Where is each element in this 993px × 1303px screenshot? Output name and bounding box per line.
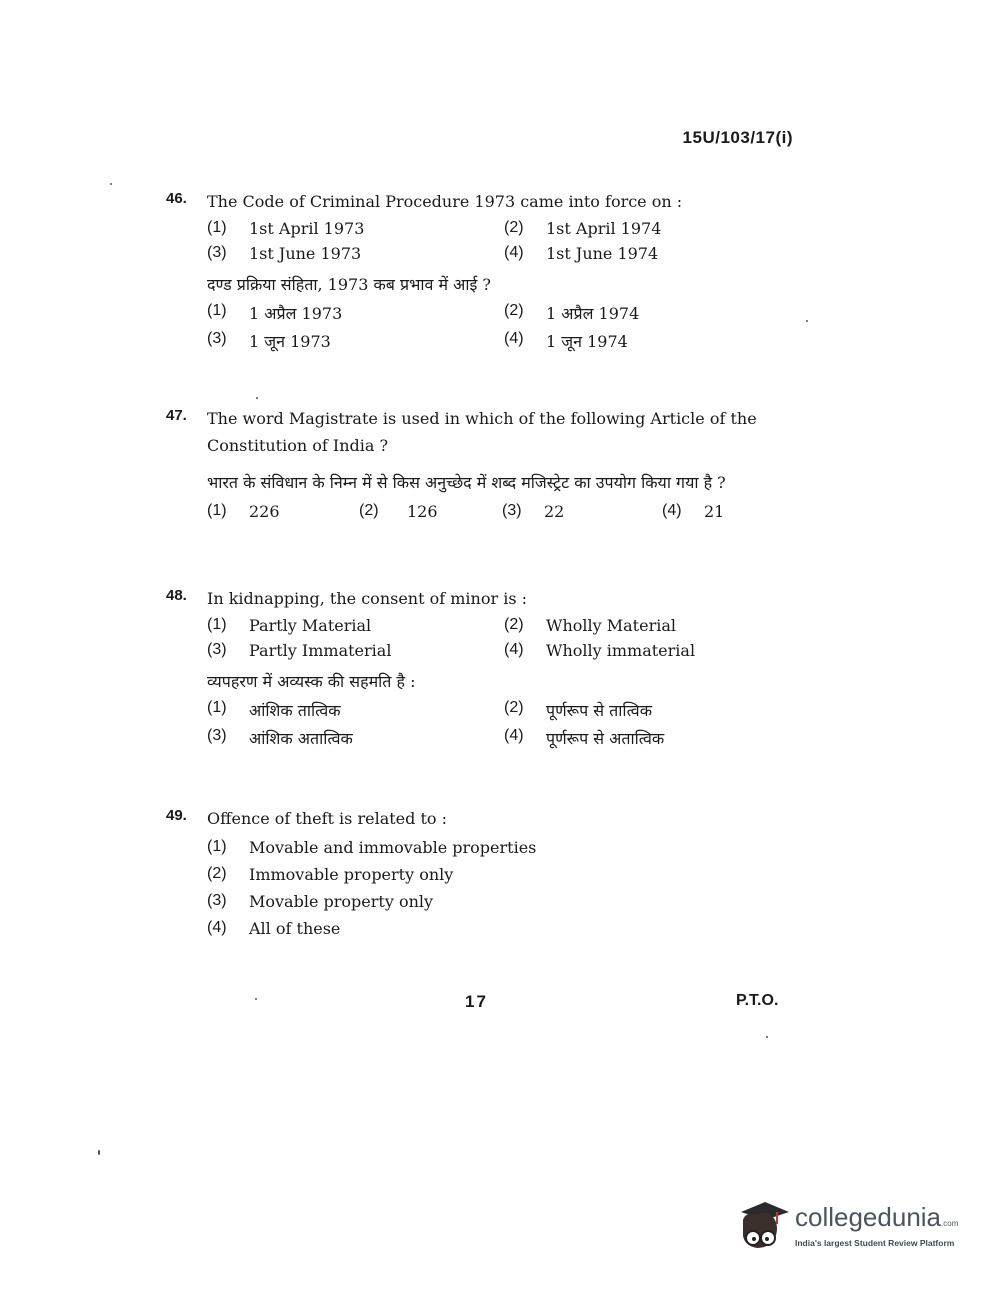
option-text: Wholly immaterial [546, 641, 696, 660]
option-3 [207, 641, 504, 660]
logo-suffix: .com [941, 1219, 959, 1228]
question-stem-hindi: भारत के संविधान के निम्न में से किस अनुच्छेद में शब्द मजिस्ट्रेट का उपयोग किया गया है ? [207, 473, 726, 492]
option-number: (2) [504, 302, 524, 319]
option-3-hindi [207, 330, 504, 352]
option-text: पूर्णरूप से अतात्विक [546, 729, 665, 748]
option-number: (1) [207, 219, 227, 236]
question-46 [166, 188, 796, 360]
pto-label: P.T.O. [736, 992, 779, 1009]
option-text: 21 [704, 502, 725, 521]
option-1 [207, 502, 359, 521]
option-number: (3) [207, 727, 227, 744]
option-4 [504, 641, 801, 660]
option-number: (3) [502, 502, 522, 519]
question-number: 49. [166, 807, 187, 824]
option-number: (3) [207, 244, 227, 261]
option-number: (2) [504, 616, 524, 633]
option-text: Movable property only [249, 892, 434, 911]
option-2 [504, 219, 801, 238]
option-4 [504, 244, 801, 263]
option-1 [207, 616, 504, 635]
option-text: आंशिक अतात्विक [249, 729, 353, 748]
logo-tagline: India's largest Student Review Platform [795, 1238, 955, 1248]
scan-speck [255, 998, 257, 1000]
option-2 [207, 865, 796, 884]
question-48 [166, 585, 796, 757]
option-1 [207, 219, 504, 238]
paper-code: 15U/103/17(i) [682, 128, 793, 147]
option-number: (3) [207, 892, 227, 909]
option-text: 1st April 1973 [249, 219, 365, 238]
options-english [207, 838, 796, 938]
option-text: 1 अप्रैल 1974 [546, 304, 640, 323]
option-text: 1 जून 1974 [546, 332, 628, 351]
option-1-hindi [207, 302, 504, 324]
option-text: Wholly Material [546, 616, 676, 635]
option-number: (4) [504, 641, 524, 658]
option-text: All of these [249, 919, 341, 938]
option-number: (4) [504, 330, 524, 347]
option-text: आंशिक तात्विक [249, 701, 341, 720]
option-number: (3) [207, 641, 227, 658]
mascot-icon [735, 1198, 793, 1258]
option-text: 1st June 1974 [546, 244, 659, 263]
option-number: (3) [207, 330, 227, 347]
option-3-hindi [207, 727, 504, 749]
option-text: Movable and immovable properties [249, 838, 537, 857]
option-number: (2) [207, 865, 227, 882]
option-number: (2) [359, 502, 379, 519]
option-text: Partly Immaterial [249, 641, 392, 660]
scan-speck [806, 320, 808, 322]
question-stem-hindi: व्यपहरण में अव्यस्क की सहमति है : [207, 672, 416, 691]
option-number: (1) [207, 699, 227, 716]
option-1-hindi [207, 699, 504, 721]
option-3 [207, 892, 796, 911]
page-number: 17 [465, 992, 488, 1011]
option-text: 22 [544, 502, 565, 521]
option-text: 1st April 1974 [546, 219, 662, 238]
option-number: (4) [504, 244, 524, 261]
option-4-hindi [504, 727, 801, 749]
question-number: 47. [166, 407, 187, 424]
option-4 [662, 502, 802, 521]
scan-speck [110, 183, 112, 185]
logo-wordmark [795, 1202, 958, 1233]
option-text: 126 [407, 502, 438, 521]
scan-speck [766, 1036, 768, 1038]
options-english [207, 616, 796, 660]
option-4 [207, 919, 796, 938]
options-hindi [207, 302, 796, 352]
option-3 [502, 502, 662, 521]
option-text: 1 अप्रैल 1973 [249, 304, 343, 323]
option-number: (4) [504, 727, 524, 744]
options-english [207, 219, 796, 263]
question-number: 46. [166, 190, 187, 207]
options-english [207, 502, 796, 521]
option-2 [359, 502, 502, 521]
option-text: 1 जून 1973 [249, 332, 331, 351]
scan-speck [98, 1150, 100, 1155]
option-number: (4) [662, 502, 682, 519]
scan-speck [256, 397, 258, 399]
option-number: (1) [207, 502, 227, 519]
option-text: Immovable property only [249, 865, 454, 884]
option-text: पूर्णरूप से तात्विक [546, 701, 652, 720]
option-1 [207, 838, 796, 857]
option-number: (2) [504, 219, 524, 236]
option-number: (2) [504, 699, 524, 716]
option-text: 226 [249, 502, 280, 521]
options-hindi [207, 699, 796, 749]
option-number: (1) [207, 616, 227, 633]
option-2 [504, 616, 801, 635]
question-stem-hindi: दण्ड प्रक्रिया संहिता, 1973 कब प्रभाव में आई ? [207, 275, 491, 294]
collegedunia-logo [735, 1198, 965, 1258]
option-4-hindi [504, 330, 801, 352]
question-stem: In kidnapping, the consent of minor is : [207, 589, 528, 608]
option-2-hindi [504, 699, 801, 721]
option-number: (4) [207, 919, 227, 936]
option-number: (1) [207, 838, 227, 855]
question-49 [166, 805, 796, 946]
option-text: 1st June 1973 [249, 244, 362, 263]
question-47 [166, 405, 796, 521]
option-number: (1) [207, 302, 227, 319]
option-3 [207, 244, 504, 263]
question-stem: The word Magistrate is used in which of the following Article of the Constitution of India ? [207, 409, 757, 455]
question-number: 48. [166, 587, 187, 604]
option-text: Partly Material [249, 616, 372, 635]
option-2-hindi [504, 302, 801, 324]
logo-brand: collegedunia [795, 1202, 942, 1232]
question-stem: Offence of theft is related to : [207, 809, 448, 828]
question-stem: The Code of Criminal Procedure 1973 came into force on : [207, 192, 683, 211]
